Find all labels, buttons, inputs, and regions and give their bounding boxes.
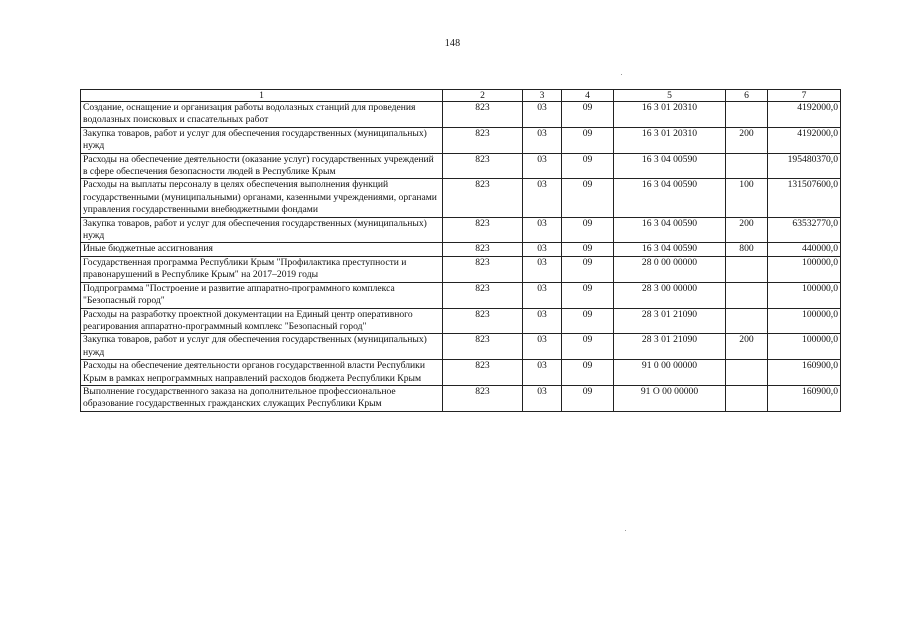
cell-amount: 160900,0: [768, 385, 841, 411]
table-body: [81, 102, 841, 412]
cell-col-6: [726, 153, 768, 179]
table-row: [81, 282, 841, 308]
cell-col-4: 09: [562, 243, 614, 256]
cell-col-4: 09: [562, 179, 614, 217]
header-col-5: 5: [614, 90, 726, 102]
cell-col-6: [726, 385, 768, 411]
cell-col-3: 03: [523, 385, 562, 411]
cell-col-5: 16 3 04 00590: [614, 153, 726, 179]
cell-amount: 4192000,0: [768, 127, 841, 153]
cell-col-3: 03: [523, 217, 562, 243]
cell-col-4: 09: [562, 385, 614, 411]
budget-table: [80, 89, 841, 412]
cell-col-2: 823: [443, 127, 523, 153]
cell-amount: 4192000,0: [768, 102, 841, 128]
page-number: 148: [444, 38, 461, 49]
cell-col-6: [726, 256, 768, 282]
table-row: [81, 243, 841, 256]
cell-col-4: 09: [562, 127, 614, 153]
cell-col-5: 91 0 00 00000: [614, 360, 726, 386]
cell-amount: 195480370,0: [768, 153, 841, 179]
table-row: [81, 153, 841, 179]
cell-description: Подпрограмма "Построение и развитие аппаратно-программного комплекса "Безопасный город": [81, 282, 443, 308]
cell-col-5: 28 3 01 21090: [614, 334, 726, 360]
cell-col-3: 03: [523, 243, 562, 256]
cell-description: Выполнение государственного заказа на дополнительное профессиональное образование государственных гражданских служащих Республики Крым: [81, 385, 443, 411]
cell-col-4: 09: [562, 256, 614, 282]
cell-col-2: 823: [443, 385, 523, 411]
header-col-6: 6: [726, 90, 768, 102]
table-row: [81, 127, 841, 153]
cell-description: Создание, оснащение и организация работы водолазных станций для проведения водолазных поисковых и спасательных работ: [81, 102, 443, 128]
cell-col-3: 03: [523, 360, 562, 386]
cell-description: Закупка товаров, работ и услуг для обеспечения государственных (муниципальных) нужд: [81, 334, 443, 360]
cell-amount: 63532770,0: [768, 217, 841, 243]
cell-col-2: 823: [443, 308, 523, 334]
cell-col-3: 03: [523, 334, 562, 360]
cell-col-4: 09: [562, 217, 614, 243]
table-row: [81, 308, 841, 334]
cell-amount: 100000,0: [768, 256, 841, 282]
cell-col-2: 823: [443, 179, 523, 217]
cell-col-2: 823: [443, 256, 523, 282]
cell-col-3: 03: [523, 256, 562, 282]
cell-col-6: 200: [726, 334, 768, 360]
table-row: [81, 256, 841, 282]
cell-col-3: 03: [523, 153, 562, 179]
cell-col-6: 200: [726, 217, 768, 243]
scan-speck: [621, 74, 622, 75]
cell-col-4: 09: [562, 334, 614, 360]
table-row: [81, 334, 841, 360]
cell-col-4: 09: [562, 282, 614, 308]
cell-description: Расходы на разработку проектной документации на Единый центр оперативного реагирования аппаратно-программный комплекс "Безопасный город": [81, 308, 443, 334]
cell-amount: 100000,0: [768, 334, 841, 360]
cell-description: Расходы на обеспечение деятельности органов государственной власти Республики Крым в рамках непрограммных направлений расходов бюджета Республики Крым: [81, 360, 443, 386]
cell-col-4: 09: [562, 102, 614, 128]
cell-amount: 131507600,0: [768, 179, 841, 217]
cell-col-6: 100: [726, 179, 768, 217]
cell-col-2: 823: [443, 217, 523, 243]
cell-description: Закупка товаров, работ и услуг для обеспечения государственных (муниципальных) нужд: [81, 127, 443, 153]
table-row: [81, 360, 841, 386]
cell-col-5: 16 3 04 00590: [614, 217, 726, 243]
cell-col-5: 16 3 04 00590: [614, 243, 726, 256]
cell-amount: 440000,0: [768, 243, 841, 256]
table-row: [81, 385, 841, 411]
cell-col-6: 200: [726, 127, 768, 153]
table-row: [81, 217, 841, 243]
cell-col-6: [726, 308, 768, 334]
cell-col-3: 03: [523, 127, 562, 153]
cell-col-5: 28 0 00 00000: [614, 256, 726, 282]
cell-col-3: 03: [523, 102, 562, 128]
cell-col-6: [726, 102, 768, 128]
header-col-3: 3: [523, 90, 562, 102]
cell-description: Закупка товаров, работ и услуг для обеспечения государственных (муниципальных) нужд: [81, 217, 443, 243]
header-col-2: 2: [443, 90, 523, 102]
cell-col-5: 28 3 00 00000: [614, 282, 726, 308]
cell-col-2: 823: [443, 102, 523, 128]
cell-col-4: 09: [562, 308, 614, 334]
cell-amount: 100000,0: [768, 308, 841, 334]
header-col-4: 4: [562, 90, 614, 102]
cell-description: Иные бюджетные ассигнования: [81, 243, 443, 256]
header-col-7: 7: [768, 90, 841, 102]
cell-col-2: 823: [443, 282, 523, 308]
cell-col-4: 09: [562, 153, 614, 179]
table-row: [81, 179, 841, 217]
cell-amount: 100000,0: [768, 282, 841, 308]
cell-col-6: 800: [726, 243, 768, 256]
cell-col-5: 91 О 00 00000: [614, 385, 726, 411]
cell-col-2: 823: [443, 243, 523, 256]
cell-description: Расходы на выплаты персоналу в целях обеспечения выполнения функций государственными (муниципальными) органами, казенными учреждениями, органами управления государственными внебюджетными фондами: [81, 179, 443, 217]
cell-col-6: [726, 360, 768, 386]
cell-col-2: 823: [443, 334, 523, 360]
cell-col-3: 03: [523, 282, 562, 308]
cell-col-5: 28 3 01 21090: [614, 308, 726, 334]
cell-description: Расходы на обеспечение деятельности (оказание услуг) государственных учреждений в сфере обеспечения безопасности людей в Республике Крым: [81, 153, 443, 179]
cell-col-4: 09: [562, 360, 614, 386]
header-row: [81, 90, 841, 102]
cell-col-5: 16 3 01 20310: [614, 102, 726, 128]
cell-col-5: 16 3 01 20310: [614, 127, 726, 153]
cell-col-5: 16 3 04 00590: [614, 179, 726, 217]
cell-col-2: 823: [443, 360, 523, 386]
cell-col-3: 03: [523, 308, 562, 334]
cell-col-2: 823: [443, 153, 523, 179]
header-col-1: 1: [81, 90, 443, 102]
cell-amount: 160900,0: [768, 360, 841, 386]
cell-col-3: 03: [523, 179, 562, 217]
scan-speck: [625, 530, 626, 531]
cell-col-6: [726, 282, 768, 308]
cell-description: Государственная программа Республики Крым "Профилактика преступности и правонарушений в Республике Крым" на 2017–2019 годы: [81, 256, 443, 282]
table-row: [81, 102, 841, 128]
